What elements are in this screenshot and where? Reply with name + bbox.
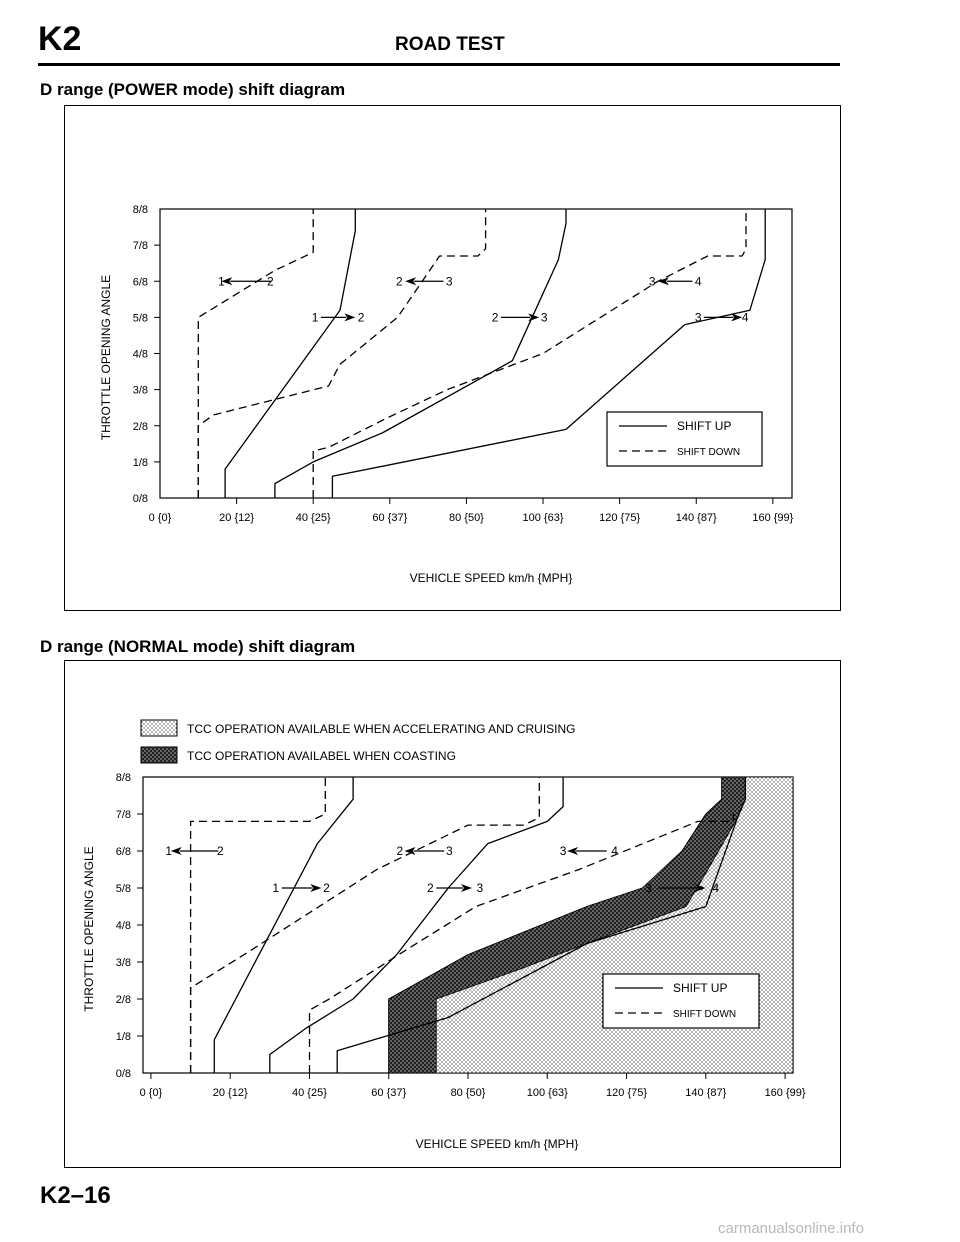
y-tick-label-0: 0/8 <box>115 1068 131 1080</box>
x-tick-label-7: 140 {87} <box>685 1087 727 1099</box>
y-tick-label-8: 8/8 <box>115 772 131 784</box>
gear-label-2: 2 <box>266 274 274 289</box>
watermark: carmanualsonline.info <box>718 1220 864 1237</box>
x-tick-label-3: 60 {37} <box>372 512 408 524</box>
shift-down-line-5 <box>198 209 313 498</box>
gear-label-3: 2 <box>396 844 404 858</box>
x-tick-label-6: 120 {75} <box>606 1087 648 1099</box>
x-tick-label-8: 160 {99} <box>764 1087 806 1099</box>
tcc-accelerating-swatch <box>141 720 177 736</box>
shift-up-line-1 <box>225 209 355 498</box>
x-tick-label-0: 0 {0} <box>139 1087 163 1099</box>
normal-shift-chart <box>65 661 840 1167</box>
gear-label-9: 2 <box>427 881 434 895</box>
x-tick-label-7: 140 {87} <box>675 512 717 524</box>
legend-shift-up-label: SHIFT UP <box>673 981 728 995</box>
gear-label-7: 1 <box>272 881 280 895</box>
gear-label-11: 3 <box>644 881 652 895</box>
gear-label-12: 4 <box>741 310 749 325</box>
y-tick-label-7: 7/8 <box>115 809 131 821</box>
x-tick-label-1: 20 {12} <box>219 512 255 524</box>
section-code: K2 <box>38 20 82 58</box>
power-shift-chart <box>65 106 840 610</box>
page-number: K2–16 <box>40 1182 111 1209</box>
legend-shift-up-label: SHIFT UP <box>677 419 732 433</box>
x-tick-label-3: 60 {37} <box>371 1087 407 1099</box>
gear-label-1: 1 <box>217 274 225 289</box>
legend-shift-down-label: SHIFT DOWN <box>677 447 741 458</box>
power-diagram-title: D range (POWER mode) shift diagram <box>40 80 346 99</box>
y-tick-label-5: 5/8 <box>115 883 131 895</box>
y-tick-label-8: 8/8 <box>132 204 148 216</box>
y-tick-label-0: 0/8 <box>132 493 148 505</box>
x-axis-title: VEHICLE SPEED km/h {MPH} <box>409 571 573 585</box>
y-tick-label-2: 2/8 <box>115 994 131 1006</box>
x-axis-title: VEHICLE SPEED km/h {MPH} <box>415 1137 579 1151</box>
x-tick-label-1: 20 {12} <box>212 1087 248 1099</box>
y-tick-label-4: 4/8 <box>115 920 131 932</box>
gear-label-2: 2 <box>216 844 224 858</box>
y-tick-label-3: 3/8 <box>132 384 148 397</box>
gear-label-8: 2 <box>357 310 365 325</box>
tcc-coasting-label: TCC OPERATION AVAILABEL WHEN COASTING <box>187 749 456 763</box>
x-tick-label-4: 80 {50} <box>448 512 484 524</box>
tcc-coasting-swatch <box>141 747 177 763</box>
tcc-accelerating-label: TCC OPERATION AVAILABLE WHEN ACCELERATING AND CRUISING <box>187 722 576 736</box>
gear-label-6: 4 <box>694 274 702 289</box>
gear-label-8: 2 <box>323 881 330 895</box>
power-diagram-panel <box>64 105 841 611</box>
y-tick-label-2: 2/8 <box>132 420 148 433</box>
y-tick-label-3: 3/8 <box>115 957 131 969</box>
gear-label-4: 3 <box>445 274 453 289</box>
gear-label-5: 3 <box>648 274 656 289</box>
x-tick-label-6: 120 {75} <box>599 512 641 524</box>
gear-label-10: 3 <box>476 881 484 895</box>
gear-label-9: 2 <box>491 310 499 325</box>
gear-label-12: 4 <box>712 881 720 895</box>
x-tick-label-2: 40 {25} <box>295 512 331 524</box>
y-axis-title: THROTTLE OPENING ANGLE <box>99 274 113 441</box>
normal-diagram-title: D range (NORMAL mode) shift diagram <box>40 637 356 656</box>
y-tick-label-7: 7/8 <box>132 240 148 253</box>
x-tick-label-2: 40 {25} <box>292 1087 327 1099</box>
legend-shift-down-label: SHIFT DOWN <box>673 1009 737 1020</box>
gear-label-3: 2 <box>396 274 403 289</box>
gear-label-5: 3 <box>559 844 567 858</box>
shift-up-line-2 <box>275 209 566 498</box>
x-tick-label-0: 0 {0} <box>148 512 172 524</box>
y-tick-label-4: 4/8 <box>132 348 148 361</box>
header-rule <box>38 63 840 66</box>
y-tick-label-6: 6/8 <box>132 276 148 289</box>
page-title: ROAD TEST <box>395 34 505 55</box>
gear-label-4: 3 <box>446 844 453 858</box>
gear-label-1: 1 <box>165 844 173 858</box>
normal-diagram-panel <box>64 660 841 1168</box>
gear-label-10: 3 <box>540 310 548 325</box>
gear-label-7: 1 <box>311 310 319 325</box>
x-tick-label-5: 100 {63} <box>522 512 564 524</box>
gear-label-11: 3 <box>694 310 702 325</box>
y-tick-label-5: 5/8 <box>132 312 148 325</box>
y-axis-title: THROTTLE OPENING ANGLE <box>82 846 96 1012</box>
x-tick-label-5: 100 {63} <box>526 1087 568 1099</box>
y-tick-label-6: 6/8 <box>115 846 131 858</box>
y-tick-label-1: 1/8 <box>132 456 148 469</box>
y-tick-label-1: 1/8 <box>115 1031 131 1043</box>
x-tick-label-4: 80 {50} <box>450 1087 486 1099</box>
x-tick-label-8: 160 {99} <box>752 512 794 524</box>
gear-label-6: 4 <box>611 844 618 858</box>
